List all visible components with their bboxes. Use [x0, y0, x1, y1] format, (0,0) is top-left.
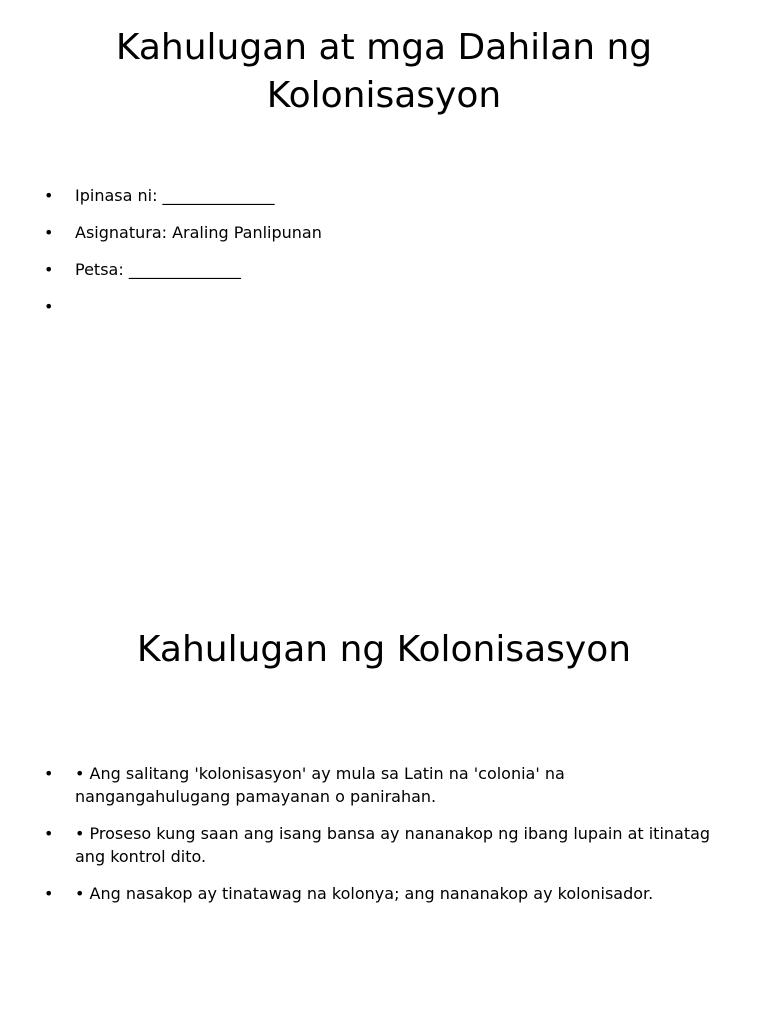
slide-title: Kahulugan ng Kolonisasyon	[136, 629, 632, 670]
date-text: Petsa: ______________	[75, 260, 241, 279]
bullet-icon: •	[44, 186, 54, 205]
bullet-text: • Proseso kung saan ang isang bansa ay nananakop ng ibang lupain at itinatag ang kontrol dito.	[75, 824, 711, 866]
list-item	[44, 295, 724, 318]
bullet-list	[44, 184, 724, 332]
list-item	[44, 221, 724, 244]
bullet-text: • Ang nasakop ay tinatawag na kolonya; ang nananakop ay kolonisador.	[75, 884, 654, 903]
submitted-by-text: Ipinasa ni: ______________	[75, 186, 275, 205]
list-item	[44, 822, 724, 868]
list-item	[44, 258, 724, 281]
bullet-list	[44, 762, 724, 919]
bullet-icon: •	[44, 824, 54, 843]
bullet-icon: •	[44, 764, 54, 783]
slide-title: Kahulugan at mga Dahilan ng Kolonisasyon	[115, 27, 653, 116]
bullet-icon: •	[44, 260, 54, 279]
bullet-icon: •	[44, 884, 54, 903]
subject-text: Asignatura: Araling Panlipunan	[75, 223, 322, 242]
bullet-icon: •	[44, 297, 54, 316]
list-item	[44, 184, 724, 207]
bullet-text: • Ang salitang 'kolonisasyon' ay mula sa Latin na 'colonia' na nangangahulugang pamayanan o panirahan.	[75, 764, 565, 806]
bullet-icon: •	[44, 223, 54, 242]
list-item	[44, 882, 724, 905]
empty-bullet-text	[75, 295, 724, 318]
content-slide	[0, 512, 768, 1024]
list-item	[44, 762, 724, 808]
